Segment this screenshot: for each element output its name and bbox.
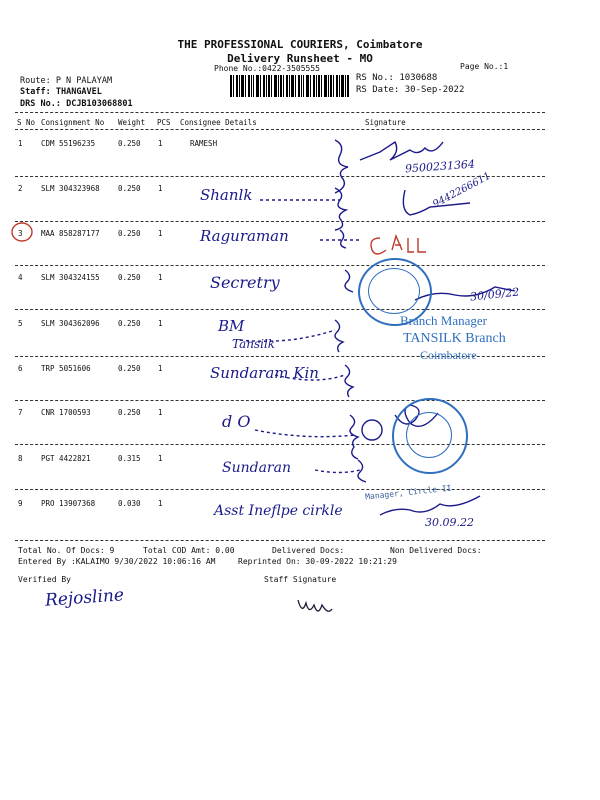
row-consignment: MAA 858287177 — [41, 229, 100, 238]
row-pcs: 1 — [158, 184, 163, 193]
bracket-mark — [358, 460, 366, 482]
row-sno: 5 — [18, 319, 23, 328]
staff-label: Staff: — [20, 87, 51, 97]
handwritten-date: 30.09.22 — [425, 516, 474, 529]
handwritten-name: Sundaran — [222, 460, 291, 476]
row-weight: 0.250 — [118, 229, 141, 238]
staff-signature-label: Staff Signature — [264, 575, 337, 584]
handwritten-name: BM — [218, 317, 245, 335]
row-pcs: 1 — [158, 139, 163, 148]
delivered-docs: Delivered Docs: — [272, 546, 345, 555]
bracket-mark — [345, 270, 353, 292]
row-consignment: CNR 1700593 — [41, 408, 91, 417]
row-sno: 1 — [18, 139, 23, 148]
round-seal-inner — [406, 412, 452, 458]
row-pcs: 1 — [158, 229, 163, 238]
manager-stamp: Manager, Circle-II — [364, 483, 452, 502]
connector-line — [315, 470, 360, 473]
connector-line — [275, 375, 345, 380]
col-weight: Weight — [118, 118, 146, 127]
handwritten-name: Tansilk — [232, 337, 276, 351]
total-cod: Total COD Amt: 0.00 — [143, 546, 235, 555]
staff-value: THANGAVEL — [55, 87, 102, 97]
row-pcs: 1 — [158, 319, 163, 328]
row-sno: 3 — [18, 229, 23, 238]
row-sno: 9 — [18, 499, 23, 508]
row-consignment: SLM 304323968 — [41, 184, 100, 193]
bracket-mark — [335, 320, 343, 352]
rs-number: RS No.: 1030688 — [356, 73, 438, 83]
branch-name-stamp: TANSILK Branch — [403, 331, 506, 346]
handwritten-name: Raguraman — [200, 227, 289, 245]
handwritten-name: Sundaram Kin — [210, 364, 319, 382]
signature-mark — [403, 190, 470, 215]
round-seal-inner — [368, 268, 420, 314]
row-weight: 0.250 — [118, 273, 141, 282]
signature-mark — [371, 236, 426, 254]
signature-mark — [360, 142, 443, 160]
branch-city-stamp: Coimbatore — [420, 348, 477, 362]
row-sno: 8 — [18, 454, 23, 463]
row-pcs: 1 — [158, 454, 163, 463]
bracket-mark — [335, 188, 346, 230]
row-weight: 0.030 — [118, 499, 141, 508]
rs-date: RS Date: 30-Sep-2022 — [356, 85, 465, 95]
bracket-mark — [345, 365, 353, 397]
handwritten-name: Asst Ineflpe cirkle — [214, 503, 343, 519]
handwritten-phone: 9500231364 — [404, 157, 476, 176]
row-weight: 0.315 — [118, 454, 141, 463]
runsheet-title: Delivery Runsheet - MO — [227, 52, 373, 65]
row-pcs: 1 — [158, 273, 163, 282]
row-consignment: PRO 13907368 — [41, 499, 96, 508]
entered-by: Entered By :KALAIMO 9/30/2022 10:06:16 AM — [18, 557, 216, 566]
row-sno: 7 — [18, 408, 23, 417]
row-weight: 0.250 — [118, 184, 141, 193]
row-consignee: RAMESH — [190, 139, 218, 148]
col-consignment: Consignment No — [41, 118, 105, 127]
row-consignment: TRP 5051606 — [41, 364, 91, 373]
row-pcs: 1 — [158, 499, 163, 508]
verified-by-label: Verified By — [18, 575, 71, 584]
handwritten-name: d O — [222, 412, 251, 431]
connector-line — [240, 330, 335, 341]
row-pcs: 1 — [158, 408, 163, 417]
handwritten-name: Secretry — [210, 273, 280, 292]
drs-label: DRS No.: — [20, 99, 61, 109]
col-signature: Signature — [365, 118, 406, 127]
col-pcs: PCS — [157, 118, 171, 127]
bracket-mark — [350, 415, 358, 459]
row-consignment: CDM 55196235 — [41, 139, 96, 148]
col-consignee: Consignee Details — [180, 118, 257, 127]
page-number: Page No.:1 — [460, 62, 509, 71]
route-line: Route: P N PALAYAM — [20, 76, 113, 86]
signature-mark — [380, 496, 480, 515]
non-delivered-docs: Non Delivered Docs: — [390, 546, 482, 555]
col-sno: S No — [17, 118, 36, 127]
reprinted-on: Reprinted On: 30-09-2022 10:21:29 — [238, 557, 397, 566]
circle-mark — [12, 223, 32, 241]
branch-manager-stamp: Branch Manager — [400, 313, 487, 328]
row-pcs: 1 — [158, 364, 163, 373]
connector-line — [255, 430, 355, 437]
circle-mark — [362, 420, 382, 440]
handwritten-phone: 9442266611 — [431, 170, 493, 211]
drs-value: DCJB103068801 — [66, 99, 133, 109]
row-sno: 2 — [18, 184, 23, 193]
verified-signature: Rejosline — [44, 585, 125, 611]
row-sno: 4 — [18, 273, 23, 282]
bracket-mark — [335, 140, 348, 193]
row-sno: 6 — [18, 364, 23, 373]
row-consignment: SLM 304362096 — [41, 319, 100, 328]
total-docs: Total No. Of Docs: 9 — [18, 546, 115, 555]
row-consignment: PGT 4422821 — [41, 454, 91, 463]
row-consignment: SLM 304324155 — [41, 273, 100, 282]
handwritten-date: 30/09/22 — [469, 285, 520, 304]
row-weight: 0.250 — [118, 319, 141, 328]
phone-number: Phone No.:0422-3505555 — [214, 64, 320, 73]
row-weight: 0.250 — [118, 408, 141, 417]
company-title: THE PROFESSIONAL COURIERS, Coimbatore — [177, 38, 423, 51]
row-weight: 0.250 — [118, 139, 141, 148]
row-weight: 0.250 — [118, 364, 141, 373]
staff-signature-mark — [295, 595, 335, 620]
handwritten-name: Shanlk — [200, 186, 253, 204]
bracket-mark — [340, 230, 346, 248]
